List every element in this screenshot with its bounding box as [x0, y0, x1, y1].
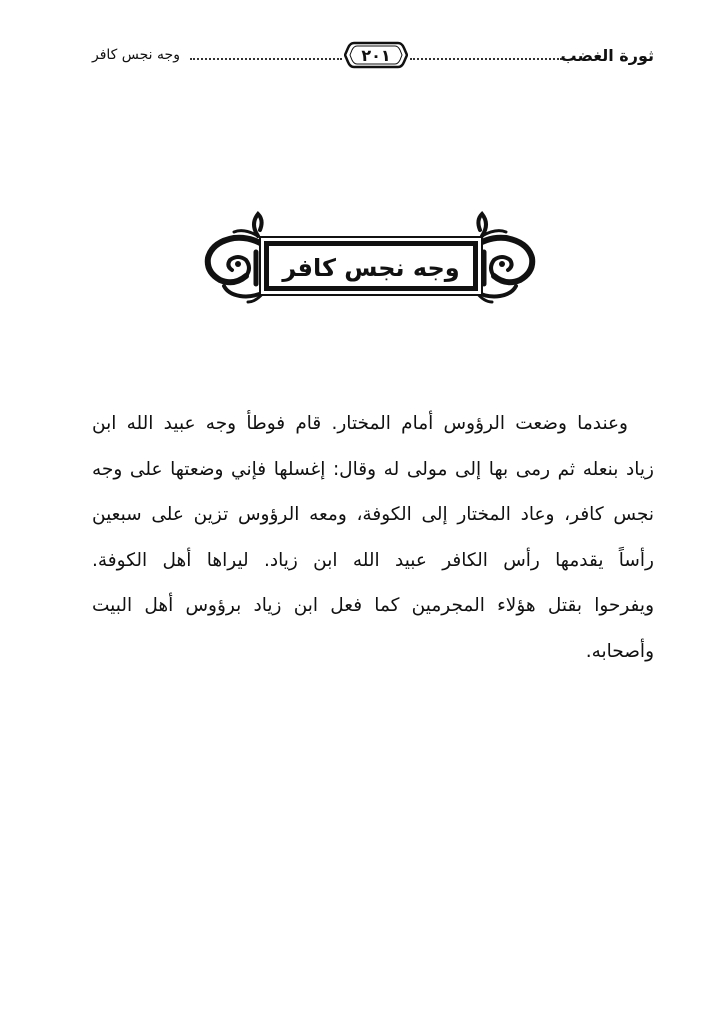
running-header: [92, 38, 654, 72]
body-line: زياد بنعله ثم رمى بها إلى مولى له وقال: إغسلها فإني وضعتها على وجه: [92, 458, 654, 480]
body-paragraph: [92, 401, 654, 674]
body-line: وأصحابه.: [585, 640, 654, 662]
body-line: ويفرحوا بقتل هؤلاء المجرمين كما فعل ابن زياد برؤوس أهل البيت: [92, 595, 654, 616]
chapter-title: وجه نجس كافر: [282, 254, 460, 282]
body-line: نجس كافر، وعاد المختار إلى الكوفة، ومعه الرؤوس تزين على سبعين: [92, 504, 654, 525]
header-dotted-leader-left: [190, 58, 342, 60]
chapter-title-box: [264, 241, 478, 291]
book-title: ثورة الغضب: [560, 46, 654, 65]
body-line: رأساً يقدمها رأس الكافر عبيد الله ابن زياد. ليراها أهل الكوفة.: [92, 549, 654, 571]
page-number-frame: [344, 40, 408, 70]
header-dotted-leader-right: [410, 58, 562, 60]
body-line: وعندما وضعت الرؤوس أمام المختار. قام فوطأ وجه عبيد الله ابن: [92, 413, 628, 434]
chapter-title-frame: [198, 206, 542, 306]
page-number: ٢٠١: [361, 46, 391, 65]
chapter-running-title: وجه نجس كافر: [92, 47, 180, 63]
